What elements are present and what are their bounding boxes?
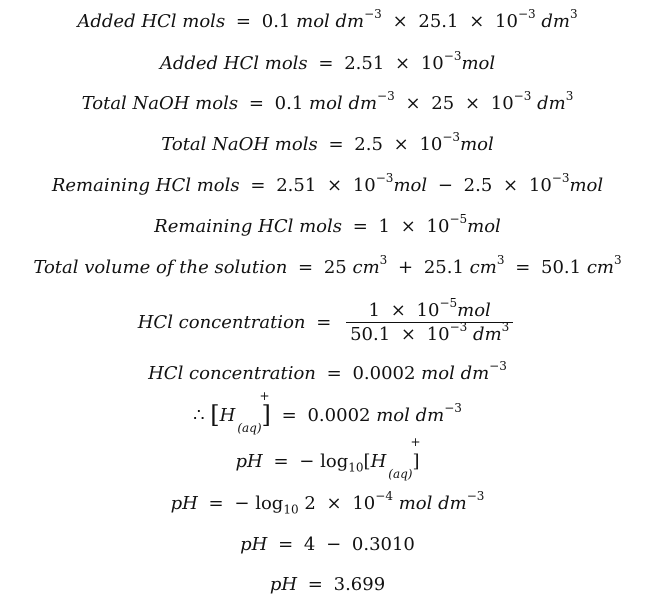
unit: dm <box>415 405 445 426</box>
times: × <box>390 299 406 321</box>
value: 2 <box>304 493 316 514</box>
unit: dm <box>537 93 566 114</box>
unit: dm <box>460 363 490 384</box>
exponent: 3 <box>501 319 510 334</box>
eq-hcl-concentration-fraction <box>0 297 655 349</box>
exponent: −3 <box>364 7 382 21</box>
times: × <box>469 11 485 32</box>
label: pH <box>170 493 198 514</box>
value: 1 <box>378 216 390 237</box>
label: Added HCl mols <box>159 53 308 74</box>
bracket: [ <box>363 451 371 472</box>
state: (aq) <box>388 466 413 481</box>
equals: = <box>235 11 252 32</box>
log: log <box>255 493 284 514</box>
value: 50.1 <box>541 257 582 278</box>
equals: = <box>307 574 323 595</box>
equals: = <box>248 93 264 114</box>
value: 25.1 <box>418 11 459 32</box>
exponent: −3 <box>444 401 462 415</box>
numerator <box>346 295 513 322</box>
eq-added-hcl-formula <box>0 7 655 34</box>
label: Total NaOH mols <box>81 93 239 114</box>
value: 10 <box>352 175 376 196</box>
eq-hcl-concentration-result <box>0 359 655 386</box>
exponent: −3 <box>513 89 532 103</box>
times: × <box>392 11 408 32</box>
unit: mol <box>457 299 491 321</box>
exponent: −3 <box>443 49 462 63</box>
symbol: H <box>370 451 387 472</box>
value: 10 <box>490 93 514 114</box>
label: pH <box>235 451 263 472</box>
unit: mol <box>398 493 433 514</box>
equals: = <box>515 257 531 278</box>
value: 2.5 <box>463 175 493 196</box>
exponent: 3 <box>565 89 574 103</box>
value: 0.1 <box>261 11 291 32</box>
equals: = <box>278 534 294 555</box>
unit: mol <box>460 134 494 155</box>
eq-remaining-hcl-formula <box>0 171 655 198</box>
eq-total-naoh-result <box>0 130 655 157</box>
unit: cm <box>469 257 497 278</box>
minus: − <box>234 493 250 514</box>
eq-h-ion-concentration <box>0 389 655 435</box>
minus: − <box>299 451 315 472</box>
value: 10 <box>416 299 440 321</box>
unit: mol <box>376 405 410 426</box>
bracket: ] <box>261 401 271 429</box>
log-base: 10 <box>283 502 299 517</box>
unit: dm <box>473 323 502 345</box>
exponent: −3 <box>375 171 394 185</box>
exponent: −3 <box>551 171 570 185</box>
value: 1 <box>368 299 380 321</box>
exponent: −3 <box>489 359 507 373</box>
equals: = <box>208 493 224 514</box>
value: 2.51 <box>344 53 385 74</box>
equals: = <box>326 363 342 384</box>
plus: + <box>398 257 414 278</box>
unit: mol <box>393 175 428 196</box>
value: 0.0002 <box>307 405 371 426</box>
label: Total NaOH mols <box>161 134 318 155</box>
eq-total-volume <box>0 253 655 280</box>
label: pH <box>240 534 268 555</box>
bracket: [ <box>210 401 220 429</box>
unit: dm <box>348 93 378 114</box>
times: × <box>400 216 416 237</box>
exponent: 3 <box>379 253 388 267</box>
symbol: H <box>219 405 236 426</box>
therefore-symbol: ∴ <box>193 405 205 426</box>
eq-ph-calculation <box>0 533 655 557</box>
value: 0.1 <box>274 93 304 114</box>
value: 25.1 <box>423 257 464 278</box>
label: pH <box>269 574 298 595</box>
value: 50.1 <box>350 323 391 345</box>
exponent: −5 <box>439 295 458 310</box>
value: 10 <box>495 11 518 32</box>
value: 10 <box>419 134 443 155</box>
log-base: 10 <box>348 460 364 475</box>
label: HCl concentration <box>148 363 316 384</box>
unit: dm <box>438 493 467 514</box>
label: HCl concentration <box>137 312 306 333</box>
unit: mol <box>309 93 343 114</box>
value: 0.3010 <box>351 534 415 555</box>
equals: = <box>281 405 297 426</box>
fraction <box>346 295 513 347</box>
times: × <box>395 53 411 74</box>
value: 10 <box>426 323 450 345</box>
exponent: 3 <box>569 7 578 21</box>
label: Total volume of the solution <box>33 257 288 278</box>
unit: cm <box>586 257 614 278</box>
times: × <box>503 175 519 196</box>
eq-total-naoh-formula <box>0 89 655 116</box>
eq-ph-substitution <box>0 489 655 517</box>
equals: = <box>250 175 266 196</box>
equals: = <box>318 53 334 74</box>
times: × <box>400 323 416 345</box>
equals: = <box>273 451 289 472</box>
exponent: −4 <box>375 489 393 503</box>
unit: dm <box>335 11 365 32</box>
times: × <box>464 93 481 114</box>
value: 10 <box>528 175 552 196</box>
times: × <box>326 493 342 514</box>
exponent: −3 <box>449 319 468 334</box>
value: 4 <box>303 534 316 555</box>
log: log <box>320 451 349 472</box>
exponent: 3 <box>496 253 505 267</box>
h-ion: H + $_{(aq)}$ <box>219 389 270 435</box>
equals: = <box>316 312 332 333</box>
times: × <box>405 93 421 114</box>
value: 25 <box>323 257 347 278</box>
times: × <box>327 175 343 196</box>
eq-ph-result <box>0 573 655 597</box>
minus: − <box>326 534 342 555</box>
equals: = <box>352 216 368 237</box>
eq-ph-definition <box>0 435 655 481</box>
value: 0.0002 <box>352 363 416 384</box>
state: (aq) <box>237 420 262 435</box>
label: Remaining HCl mols <box>154 216 342 237</box>
times: × <box>393 134 409 155</box>
exponent: −5 <box>449 212 468 226</box>
exponent: 3 <box>614 253 622 267</box>
minus: − <box>437 175 453 196</box>
unit: mol <box>421 363 455 384</box>
unit: dm <box>541 11 570 32</box>
equals: = <box>298 257 314 278</box>
value: 3.699 <box>333 574 386 595</box>
equals: = <box>328 134 344 155</box>
value: 2.5 <box>354 134 383 155</box>
label: Remaining HCl mols <box>51 175 240 196</box>
denominator <box>346 319 513 347</box>
eq-remaining-hcl-result <box>0 212 655 239</box>
h-ion: H + $_{(aq)}$ <box>370 435 421 481</box>
unit: mol <box>569 175 604 196</box>
exponent: −3 <box>517 7 536 21</box>
unit: cm <box>352 257 380 278</box>
exponent: −3 <box>442 130 461 144</box>
exponent: −3 <box>377 89 395 103</box>
value: 10 <box>426 216 450 237</box>
value: 2.51 <box>276 175 317 196</box>
value: 25 <box>431 93 455 114</box>
unit: mol <box>296 11 330 32</box>
value: 10 <box>420 53 444 74</box>
value: 10 <box>352 493 376 514</box>
exponent: −3 <box>466 489 485 503</box>
unit: mol <box>467 216 501 237</box>
eq-added-hcl-result <box>0 49 655 76</box>
unit: mol <box>461 53 496 74</box>
label: Added HCl mols <box>77 11 226 32</box>
bracket: ] <box>412 451 420 472</box>
